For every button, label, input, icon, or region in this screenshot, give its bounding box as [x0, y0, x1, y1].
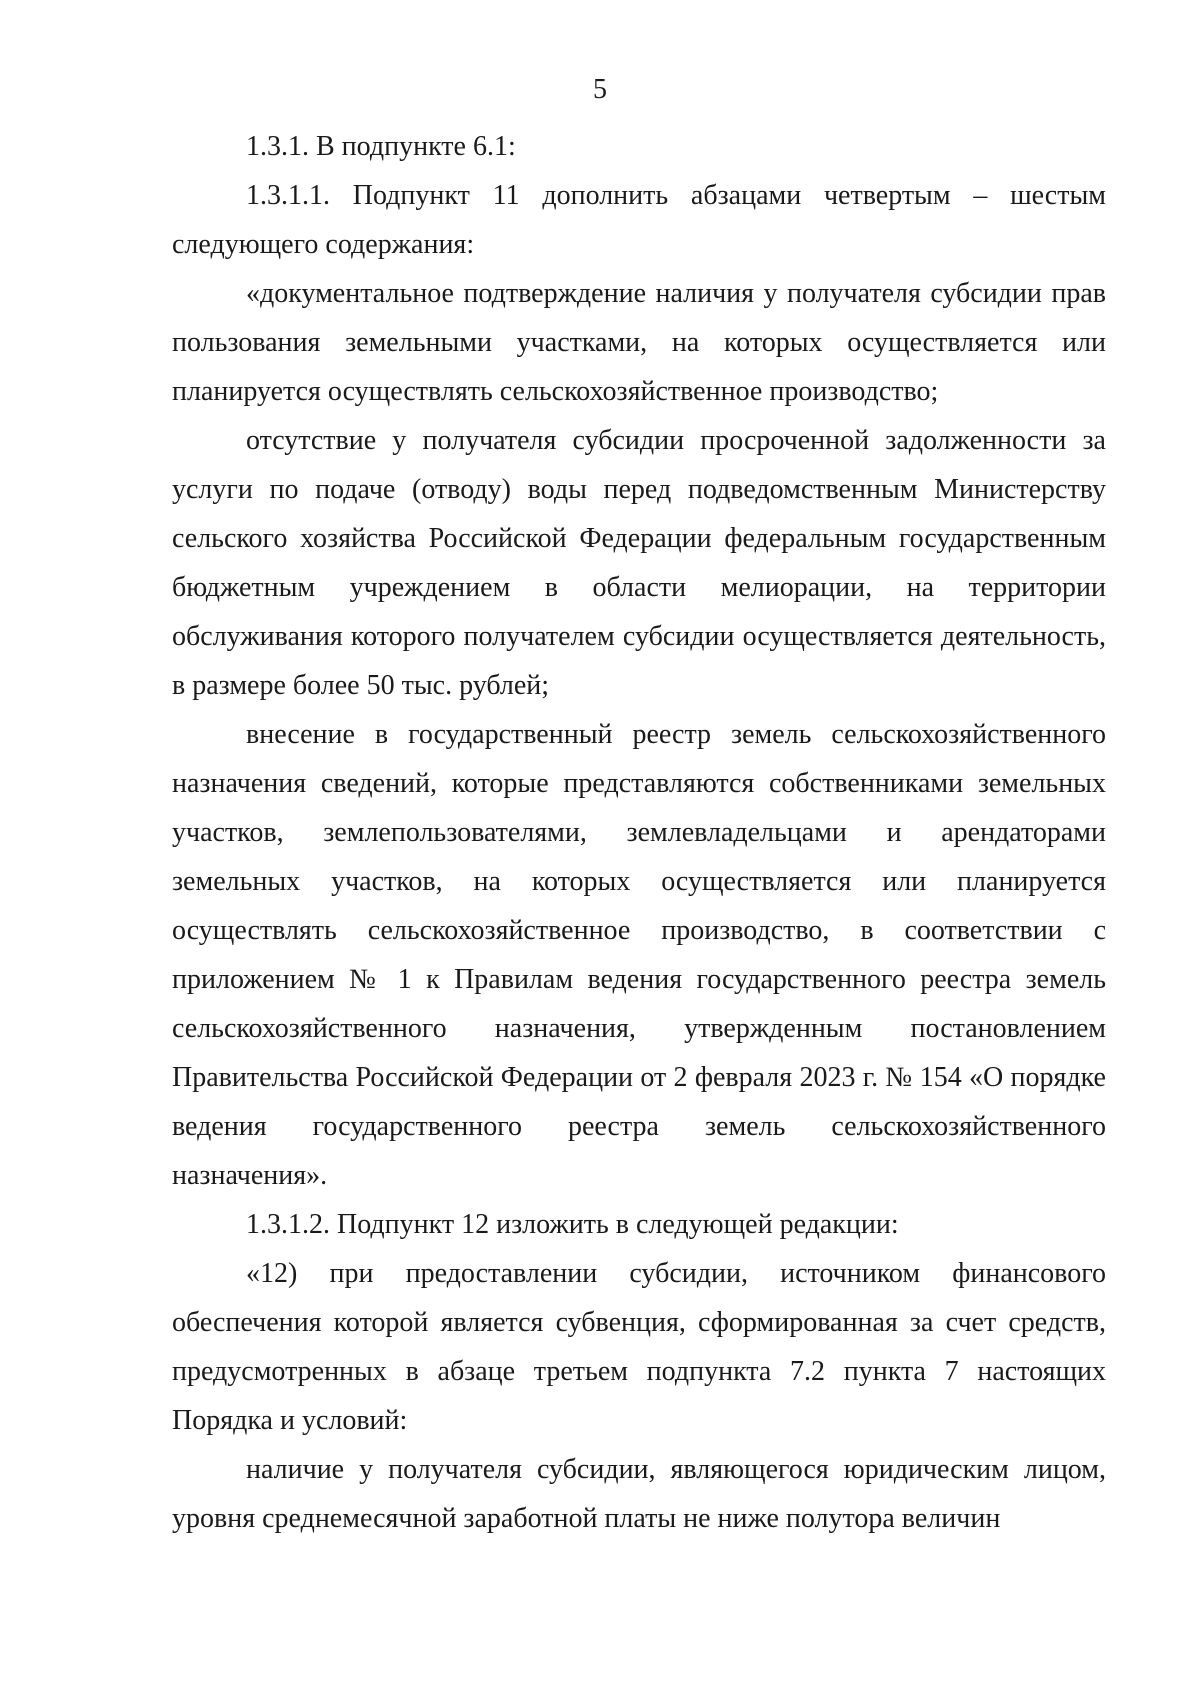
paragraph-1-3-1-2: 1.3.1.2. Подпункт 12 изложить в следующей редакции:	[246, 1209, 899, 1240]
paragraph-documentary-confirmation: «документальное подтверждение наличия у получателя субсидии прав пользования земельными участками, на которых осуществляется или планируется осуществлять сельскохозяйственное производство;	[172, 278, 1106, 407]
paragraph-1-3-1-1: 1.3.1.1. Подпункт 11 дополнить абзацами четвертым – шестым следующего содержания:	[172, 180, 1106, 260]
page-number: 5	[593, 74, 607, 105]
paragraph-1-3-1: 1.3.1. В подпункте 6.1:	[246, 131, 516, 162]
paragraph-no-overdue-debt: отсутствие у получателя субсидии просроченной задолженности за услуги по подаче (отводу) воды перед подведомственным Министерству сельского хозяйства Российской Федерации федеральным государственным бюджетным учреждением в области мелиорации, на территории обслуживания которого получателем субсидии осуществляется деятельность, в размере более 50 тыс. рублей;	[172, 425, 1106, 701]
document-body	[172, 122, 1106, 1543]
paragraph-state-register: внесение в государственный реестр земель сельскохозяйственного назначения сведений, которые представляются собственниками земельных участков, землепользователями, землевладельцами и арендаторами земельных участков, на которых осуществляется или планируется осуществлять сельскохозяйственное производство, в соответствии с приложением № 1 к Правилам ведения государственного реестра земель сельскохозяйственного назначения, утвержденным постановлением Правительства Российской Федерации от 2 февраля 2023 г. № 154 «О порядке ведения государственного реестра земель сельскохозяйственного назначения».	[172, 719, 1106, 1191]
paragraph-average-salary: наличие у получателя субсидии, являющегося юридическим лицом, уровня среднемесячной заработной платы не ниже полутора величин	[172, 1454, 1106, 1534]
paragraph-subpoint-12: «12) при предоставлении субсидии, источником финансового обеспечения которой является субвенция, сформированная за счет средств, предусмотренных в абзаце третьем подпункта 7.2 пункта 7 настоящих Порядка и условий:	[172, 1258, 1106, 1436]
